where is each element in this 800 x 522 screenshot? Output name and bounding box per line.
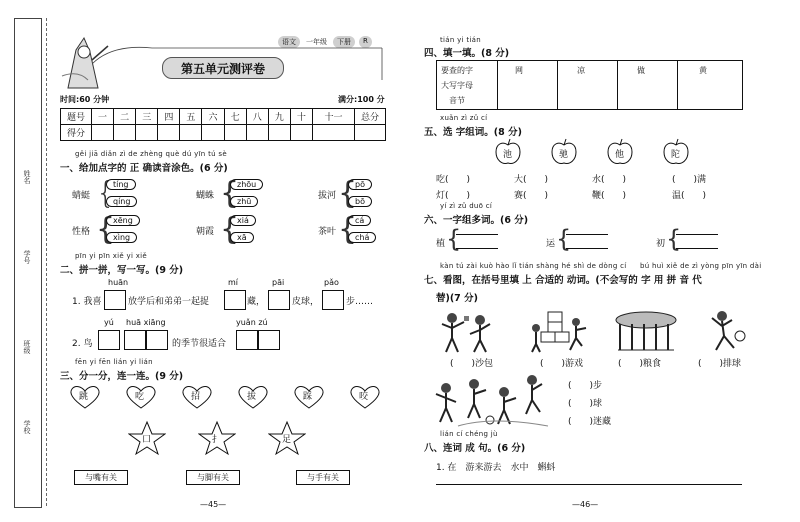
q1-brace: { — [220, 176, 240, 211]
q1-word: 拔河 — [318, 191, 337, 201]
q1-brace: { — [338, 176, 358, 211]
picture-volleyball — [700, 308, 748, 354]
q7-answer[interactable]: ( )沙包 — [450, 359, 494, 369]
score-input-cell[interactable] — [158, 125, 180, 141]
score-table-score-row — [61, 125, 386, 141]
q7-title: 七、看图，在括号里填 上 合适的 动词。(不会写的 字 用 拼 音 代 — [424, 275, 702, 286]
tag-volume: 下册 — [333, 36, 355, 48]
q1-item — [196, 178, 296, 212]
q1-word: 茶叶 — [318, 227, 337, 237]
score-input-cell[interactable] — [224, 125, 246, 141]
left-page-number: —45— — [200, 500, 227, 509]
score-cell: 九 — [268, 109, 290, 125]
q1-title: 一、给加点字的 正 确读音涂色。(6 分) — [60, 163, 228, 174]
q2-line2-pinyin-3: yuǎn zú — [236, 318, 268, 327]
side-label-school: 学校 — [23, 420, 31, 434]
title-banner — [162, 57, 284, 79]
apple-char: 他 — [615, 150, 625, 160]
score-cell: 五 — [180, 109, 202, 125]
q3-title: 三、分一分，连一连。(9 分) — [60, 371, 184, 382]
q4-char: 凉 — [577, 66, 585, 75]
q6-blank[interactable] — [566, 234, 608, 235]
side-label-name: 姓名 — [23, 170, 31, 184]
q1-item — [72, 214, 172, 248]
q7-answer[interactable]: ( )排球 — [698, 359, 742, 369]
score-input-cell[interactable] — [246, 125, 268, 141]
q8-pinyin: lián cí chéng jù — [440, 430, 498, 438]
q2-write-box[interactable] — [224, 290, 246, 310]
picture-carrying-grain — [614, 310, 678, 356]
q5-answer[interactable]: 水( ) — [592, 175, 627, 185]
score-input-cell[interactable] — [268, 125, 290, 141]
apple-char: 池 — [503, 150, 513, 160]
q5-answer[interactable]: 赛( ) — [514, 191, 549, 201]
q6-blank[interactable] — [456, 234, 498, 235]
score-input-cell[interactable] — [92, 125, 114, 141]
q2-line2-pinyin-1: yú — [104, 318, 114, 327]
star-char: 扌 — [212, 435, 222, 445]
apple-char: 陀 — [671, 150, 681, 160]
q1-brace: { — [96, 212, 116, 247]
q2-line1-text-1: 1. 我喜 — [72, 297, 102, 307]
q8-title: 八、连词 成 句。(6 分) — [424, 443, 526, 454]
q3-stars — [128, 420, 328, 456]
q1-brace: { — [220, 212, 240, 247]
q4-col-divider — [617, 61, 618, 109]
q2-write-box[interactable] — [236, 330, 258, 350]
score-table — [60, 108, 386, 141]
q1-item — [72, 178, 172, 212]
q6-title: 六、一字组多词。(6 分) — [424, 215, 529, 226]
score-cell: 一 — [92, 109, 114, 125]
q6-blank[interactable] — [676, 248, 718, 249]
q7-answer[interactable]: ( )球 — [568, 399, 603, 409]
q1-word: 蜻蜓 — [72, 191, 91, 201]
q2-line1-pinyin-2: mí — [228, 278, 239, 287]
q7-answer[interactable]: ( )步 — [568, 381, 603, 391]
q4-col-divider — [557, 61, 558, 109]
tag-subject: 语文 — [278, 36, 300, 48]
q4-col-divider — [677, 61, 678, 109]
q1-option-a[interactable]: pō — [348, 179, 372, 190]
q7-title-cont: 替)(7 分) — [436, 293, 478, 304]
picture-children-playing — [432, 370, 552, 428]
score-row-label: 得分 — [61, 125, 92, 141]
q1-option-b[interactable]: xā — [230, 232, 254, 243]
score-input-cell[interactable] — [202, 125, 224, 141]
tag-grade: 一年级 — [306, 38, 327, 46]
q2-line2-text-2: 的季节很适合 — [172, 339, 227, 349]
q5-answer[interactable]: ( )满 — [672, 175, 707, 185]
heart-char: 跳 — [79, 392, 89, 402]
score-cell: 题号 — [61, 109, 92, 125]
q2-write-box[interactable] — [104, 290, 126, 310]
score-input-cell[interactable] — [180, 125, 202, 141]
q7-pinyin: kàn tú zài kuò hào lǐ tián shàng hé shì de dòng cí — [440, 262, 627, 270]
q2-pinyin: pīn yi pīn xiě yi xiě — [75, 252, 148, 260]
q2-line1-text-4: 皮球， — [292, 297, 320, 307]
q4-row-label: 要查的字 — [441, 66, 473, 75]
q4-table — [436, 60, 743, 110]
q2-line1-text-5: 步…… — [346, 297, 374, 307]
heart-char: 吃 — [135, 392, 145, 402]
q6-brace: { — [556, 225, 572, 253]
q2-write-box[interactable] — [124, 330, 146, 350]
heart-char: 拔 — [247, 392, 257, 402]
score-input-cell[interactable] — [290, 125, 312, 141]
score-cell: 十一 — [312, 109, 354, 125]
q4-pinyin: tián yi tián — [440, 36, 481, 44]
q1-word: 性格 — [72, 227, 91, 237]
q1-brace: { — [338, 212, 358, 247]
score-cell: 三 — [136, 109, 158, 125]
q2-line2-pinyin-2: huā xiāng — [126, 318, 166, 327]
left-binding-line — [46, 18, 47, 506]
q8-line1: 1. 在 游来游去 水中 蝌蚪 — [436, 463, 556, 473]
q2-write-box[interactable] — [322, 290, 344, 310]
q5-answer[interactable]: 温( ) — [672, 191, 707, 201]
q1-item — [318, 214, 408, 248]
apple-char: 驰 — [559, 150, 569, 160]
q4-char: 网 — [515, 66, 523, 75]
star-char: 足 — [282, 435, 292, 445]
q1-option-b[interactable]: bō — [348, 196, 372, 207]
page-title: 第五单元测评卷 — [180, 61, 265, 76]
q6-char: 初 — [656, 239, 666, 249]
q6-group — [656, 225, 726, 254]
q1-option-a[interactable]: cá — [348, 215, 371, 226]
q5-pinyin: xuǎn zì zǔ cí — [440, 114, 488, 122]
side-label-class: 班级 — [23, 340, 31, 354]
q7-answer[interactable]: ( )迷藏 — [568, 417, 612, 427]
q4-char: 黄 — [699, 66, 707, 75]
q7-pinyin-2: bú huì xiě de zì yòng pīn yīn dài — [640, 262, 762, 270]
star-char: 口 — [142, 435, 152, 445]
q2-line1-pinyin-3: pāi — [272, 278, 285, 287]
q2-line1-pinyin-1: huān — [108, 278, 129, 287]
q2-line1-text-3: 藏， — [247, 297, 266, 307]
picture-throwing-sandbag — [438, 308, 496, 354]
heart-char: 招 — [191, 392, 201, 402]
q2-line2-text-1: 2. 鸟 — [72, 339, 93, 349]
score-input-cell[interactable] — [136, 125, 158, 141]
score-input-cell[interactable] — [355, 125, 386, 141]
q1-option-b[interactable]: qíng — [106, 196, 137, 207]
score-cell: 四 — [158, 109, 180, 125]
q1-option-a[interactable]: tíng — [106, 179, 136, 190]
q1-option-b[interactable]: xìng — [106, 232, 137, 243]
q6-pinyin: yí zì zǔ duō cí — [440, 202, 493, 210]
full-score-label: 满分:100 分 — [338, 95, 385, 104]
q1-word: 蝴蛛 — [196, 191, 215, 201]
q5-answer[interactable]: 灯( ) — [436, 191, 471, 201]
q1-option-a[interactable]: zhōu — [230, 179, 263, 190]
q4-title: 四、填一填。(8 分) — [424, 48, 510, 59]
q3-pinyin: fēn yi fēn lián yi lián — [75, 358, 153, 366]
q6-brace: { — [666, 225, 682, 253]
q1-option-a[interactable]: xiá — [230, 215, 256, 226]
q1-brace: { — [96, 176, 116, 211]
q6-brace: { — [446, 225, 462, 253]
score-cell: 八 — [246, 109, 268, 125]
q5-answer[interactable]: 大( ) — [514, 175, 549, 185]
q4-row-label: 音节 — [449, 96, 465, 105]
heart-char: 踩 — [303, 392, 313, 402]
q1-item — [196, 214, 296, 248]
score-cell: 十 — [290, 109, 312, 125]
score-cell: 六 — [202, 109, 224, 125]
q2-write-box[interactable] — [98, 330, 120, 350]
tag-edition: R — [359, 36, 372, 48]
time-label: 时间:60 分钟 — [60, 95, 110, 104]
q6-char: 运 — [546, 239, 556, 249]
q2-write-box[interactable] — [258, 330, 280, 350]
q2-line1-text-2: 放学后和弟弟一起捉 — [128, 297, 210, 307]
q3-hearts — [68, 384, 388, 414]
score-input-cell[interactable] — [312, 125, 354, 141]
q1-item — [318, 178, 408, 212]
heart-char: 咬 — [359, 392, 369, 402]
q5-answer[interactable]: 吃( ) — [436, 175, 471, 185]
q7-answer[interactable]: ( )游戏 — [540, 359, 584, 369]
q2-title: 二、拼一拼，写一写。(9 分) — [60, 265, 184, 276]
q5-apples — [494, 138, 694, 168]
picture-hopscotch — [530, 310, 590, 354]
score-cell: 二 — [114, 109, 136, 125]
right-page-number: —46— — [572, 500, 599, 509]
q7-answer[interactable]: ( )粮食 — [618, 359, 662, 369]
score-cell: 总分 — [355, 109, 386, 125]
q1-word: 朝霞 — [196, 227, 215, 237]
q3-category-box[interactable]: 与嘴有关 — [74, 470, 128, 485]
score-table-header-row — [61, 109, 386, 125]
q6-blank[interactable] — [456, 248, 498, 249]
score-cell: 七 — [224, 109, 246, 125]
q1-pinyin: gěi jiā diǎn zì de zhèng què dú yīn tú sè — [75, 150, 227, 158]
q8-answer-line[interactable] — [436, 484, 742, 485]
q4-col-divider — [497, 61, 498, 109]
q5-answer[interactable]: 鞭( ) — [592, 191, 627, 201]
q1-option-a[interactable]: xēng — [106, 215, 140, 226]
score-input-cell[interactable] — [114, 125, 136, 141]
q1-option-b[interactable]: chá — [348, 232, 376, 243]
q2-write-box[interactable] — [268, 290, 290, 310]
q5-title: 五、选 字组词。(8 分) — [424, 127, 522, 138]
q6-group — [436, 225, 506, 254]
q4-row-label: 大写字母 — [441, 81, 473, 90]
q3-category-box[interactable]: 与手有关 — [296, 470, 350, 485]
q6-blank[interactable] — [566, 248, 608, 249]
q3-category-box[interactable]: 与脚有关 — [186, 470, 240, 485]
q2-line1-pinyin-4: pǎo — [324, 278, 339, 287]
q1-option-b[interactable]: zhū — [230, 196, 258, 207]
q6-blank[interactable] — [676, 234, 718, 235]
q4-char: 做 — [637, 66, 645, 75]
side-label-number: 学号 — [23, 250, 31, 264]
q6-char: 植 — [436, 239, 446, 249]
q2-write-box[interactable] — [146, 330, 168, 350]
q6-group — [546, 225, 616, 254]
